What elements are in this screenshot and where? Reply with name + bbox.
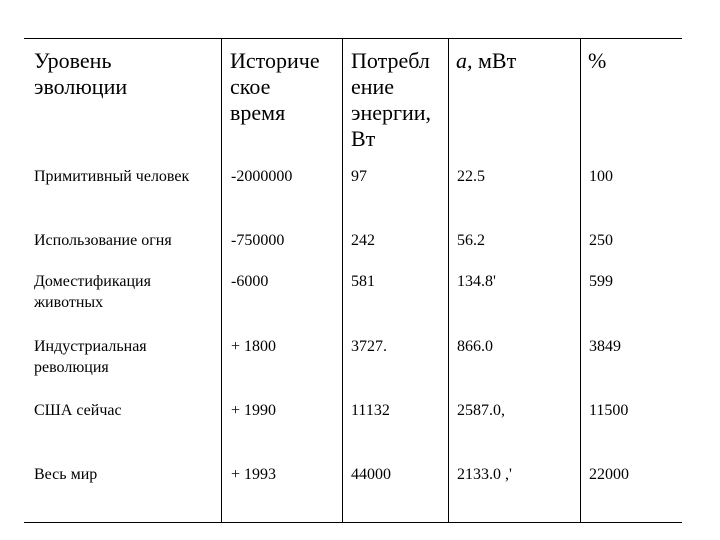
- column-divider: [580, 38, 581, 522]
- header-a-mw: [456, 48, 576, 74]
- header-a-unit: мВт: [472, 48, 517, 73]
- header-line: ение: [351, 74, 395, 99]
- table-row-energy: 11132: [351, 402, 390, 419]
- header-line: Вт: [351, 126, 376, 151]
- column-divider: [448, 38, 449, 522]
- table-row-a: 22.5: [457, 168, 485, 185]
- table-row-a: 2133.0 ,': [457, 466, 512, 483]
- table-row-percent: 100: [589, 168, 613, 185]
- table-row-a: 866.0: [457, 338, 493, 355]
- column-divider: [342, 38, 343, 522]
- table-row-percent: 3849: [589, 338, 621, 355]
- table-row-time: + 1800: [231, 338, 277, 355]
- header-line: Потребл: [351, 48, 430, 73]
- table-row-a: 2587.0,: [457, 402, 505, 419]
- table-row-level: [34, 271, 214, 313]
- table-row-level: Примитивный человек: [34, 168, 190, 185]
- table-row-energy: 97: [351, 168, 367, 185]
- column-divider: [221, 38, 222, 522]
- table-row-percent: 599: [589, 273, 613, 290]
- table-row-time: + 1993: [231, 466, 277, 483]
- header-historical-time: [230, 48, 340, 126]
- table-row-energy: 3727.: [351, 338, 387, 355]
- table-row-level: Весь мир: [34, 466, 98, 483]
- header-evolution-level: [34, 48, 214, 100]
- header-line: энергии,: [351, 100, 432, 125]
- table-row-level-line: Доместификация: [34, 273, 151, 290]
- header-line: время: [230, 100, 286, 125]
- header-line: ское: [230, 74, 271, 99]
- table-row-level: США сейчас: [34, 402, 122, 419]
- header-a-symbol: a,: [456, 48, 473, 73]
- header-line: эволюции: [34, 74, 128, 99]
- table-row-a: 56.2: [457, 232, 485, 249]
- header-line: Уровень: [34, 48, 112, 73]
- table-row-time: -2000000: [231, 168, 293, 185]
- table-row-energy: 242: [351, 232, 375, 249]
- table-row-percent: 250: [589, 232, 613, 249]
- header-energy-consumption: [351, 48, 446, 152]
- table-row-percent: 11500: [589, 402, 629, 419]
- table-row-level-line: животных: [34, 294, 104, 311]
- table-bottom-rule: [24, 522, 682, 523]
- table-row-energy: 44000: [351, 466, 391, 483]
- table-row-level-line: Индустриальная: [34, 338, 147, 355]
- header-percent: %: [588, 48, 607, 73]
- table-row-percent: 22000: [589, 466, 629, 483]
- table-top-rule: [24, 38, 682, 39]
- table-row-time: + 1990: [231, 402, 277, 419]
- table-row-a: 134.8': [457, 273, 496, 290]
- table-row-time: -6000: [231, 273, 269, 290]
- table-row-level-line: революция: [34, 359, 109, 376]
- table-row-energy: 581: [351, 273, 375, 290]
- table-row-level: [34, 336, 214, 378]
- table-row-level: Использование огня: [34, 232, 172, 249]
- header-line: Историче: [230, 48, 320, 73]
- table-row-time: -750000: [231, 232, 285, 249]
